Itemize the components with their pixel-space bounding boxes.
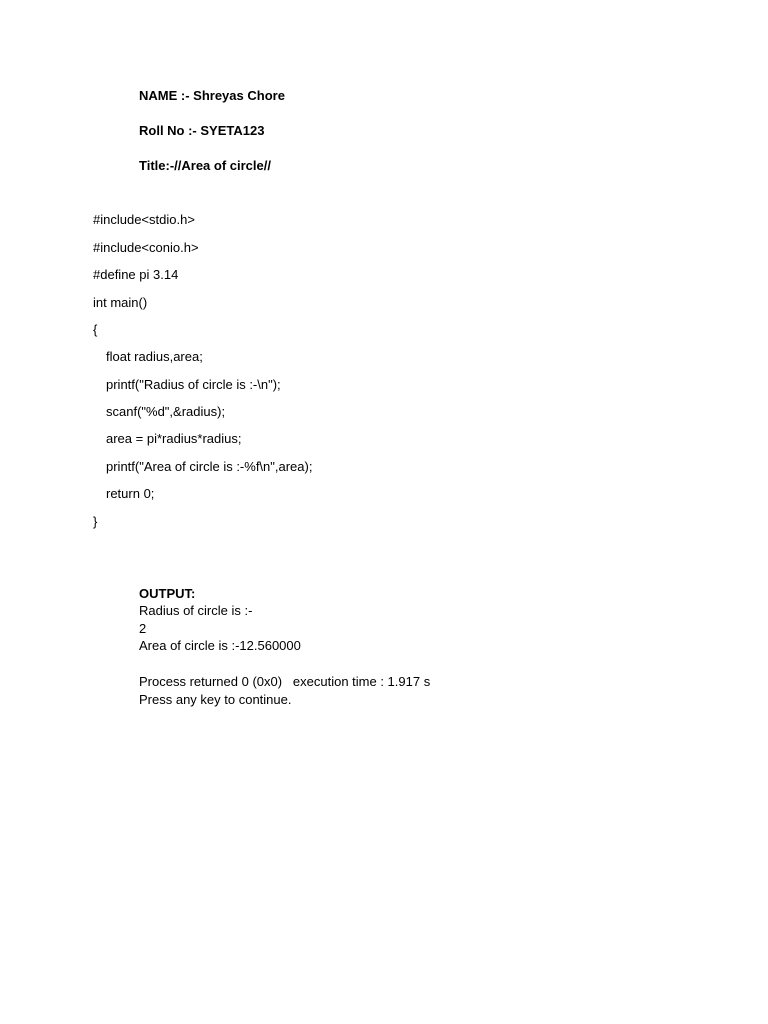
code-line: #include<conio.h> [93, 240, 199, 255]
output-line: 2 [139, 621, 147, 636]
code-line: float radius,area; [106, 349, 203, 364]
output-line: Area of circle is :-12.560000 [139, 638, 301, 653]
output-line: Process returned 0 (0x0) execution time : 1.917 s [139, 674, 431, 689]
code-line: { [93, 322, 98, 337]
code-line: } [93, 514, 98, 529]
program-title: Title:-//Area of circle// [139, 158, 271, 173]
code-line: printf("Radius of circle is :-\n"); [106, 377, 281, 392]
output-line: Press any key to continue. [139, 692, 292, 707]
output-heading: OUTPUT: [139, 586, 196, 601]
code-line: #include<stdio.h> [93, 212, 195, 227]
code-line: printf("Area of circle is :-%f\n",area); [106, 459, 313, 474]
code-line: scanf("%d",&radius); [106, 404, 226, 419]
output-line: Radius of circle is :- [139, 603, 253, 618]
code-line: int main() [93, 295, 148, 310]
roll-number: Roll No :- SYETA123 [139, 123, 265, 138]
code-line: #define pi 3.14 [93, 267, 179, 282]
student-name: NAME :- Shreyas Chore [139, 88, 285, 103]
code-line: area = pi*radius*radius; [106, 431, 242, 446]
code-line: return 0; [106, 486, 155, 501]
